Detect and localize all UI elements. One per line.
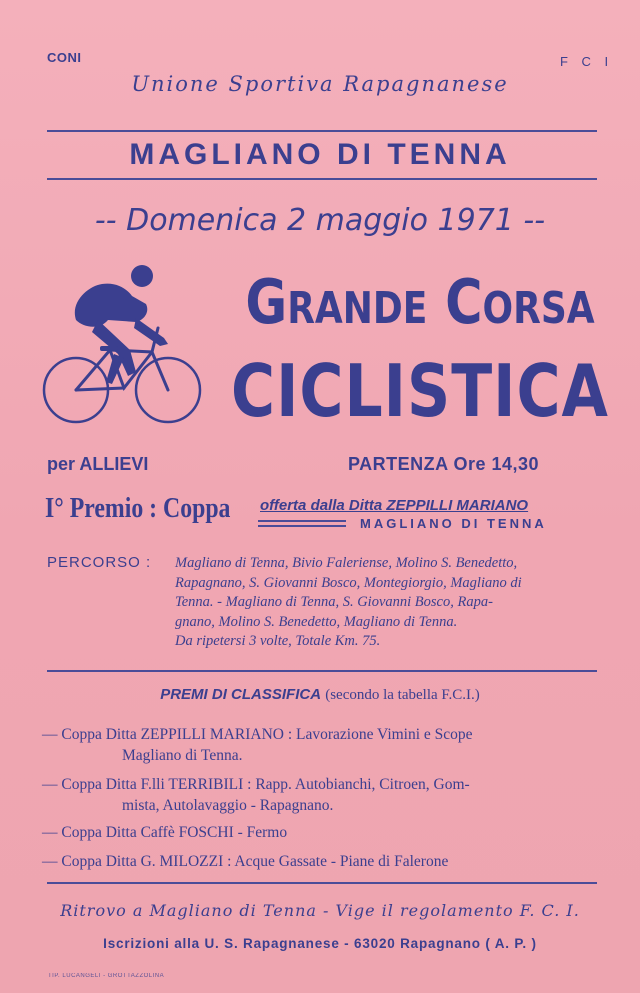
first-prize-label: I° Premio : Coppa [45,492,231,524]
prize-line-cont: Magliano di Tenna. [122,747,243,764]
divider-top [47,130,597,132]
route-line: gnano, Molino S. Benedetto, Magliano di Tenna. [175,613,458,630]
prize-line-cont: mista, Autolavaggio - Rapagnano. [122,797,334,814]
title-ciclistica: CICLISTICA [231,350,609,434]
divider-town [47,178,597,180]
cyclist-icon [40,262,210,447]
first-prize-location: MAGLIANO DI TENNA [360,516,547,531]
first-prize-offered-by: offerta dalla Ditta ZEPPILLI MARIANO [260,497,529,514]
meeting-info: Ritrovo a Magliano di Tenna - Vige il regolamento F. C. I. [60,901,580,920]
registration-info: Iscrizioni alla U. S. Rapagnanese - 63020 Rapagnano ( A. P. ) [103,936,537,951]
prize-item [42,822,287,843]
start-time: PARTENZA Ore 14,30 [348,454,540,474]
prize-item [42,774,470,816]
route-text [175,554,605,652]
town-title: MAGLIANO DI TENNA [129,138,511,171]
category-label: per ALLIEVI [47,454,149,474]
divider-prizes [47,670,597,672]
prize-line: — Coppa Ditta G. MILOZZI : Acque Gassate - Piane di Falerone [42,853,449,870]
printer-credit: TIP. LUCANGELI - GROTTAZZOLINA [48,973,165,979]
prize-line: — Coppa Ditta Caffè FOSCHI - Fermo [42,824,288,841]
prizes-title: PREMI DI CLASSIFICA [160,686,322,703]
prize-item [42,851,448,872]
prize-line: — Coppa Ditta F.lli TERRIBILI : Rapp. Autobianchi, Citroen, Gom- [42,776,470,793]
route-label: PERCORSO : [47,554,152,571]
first-prize-rule-1 [258,520,346,522]
first-prize-rule-2 [258,525,346,527]
title-grande-corsa: Grande Corsa [245,268,595,339]
fci-label: F C I [560,54,614,69]
divider-footer [47,882,597,884]
prizes-subtitle: (secondo la tabella F.C.I.) [325,687,480,703]
route-line: Rapagnano, S. Giovanni Bosco, Montegiorgio, Magliano di [175,574,522,591]
union-name: Unione Sportiva Rapagnanese [131,72,509,96]
prize-item [42,724,473,766]
route-line: Magliano di Tenna, Bivio Faleriense, Molino S. Benedetto, [175,555,518,571]
race-date: -- Domenica 2 maggio 1971 -- [94,203,546,238]
route-line: Da ripetersi 3 volte, Totale Km. 75. [175,633,381,649]
route-line: Tenna. - Magliano di Tenna, S. Giovanni Bosco, Rapa- [175,594,493,610]
prize-line: — Coppa Ditta ZEPPILLI MARIANO : Lavorazione Vimini e Scope [42,726,473,743]
coni-label: CONI [47,50,82,65]
prizes-heading [0,686,640,704]
